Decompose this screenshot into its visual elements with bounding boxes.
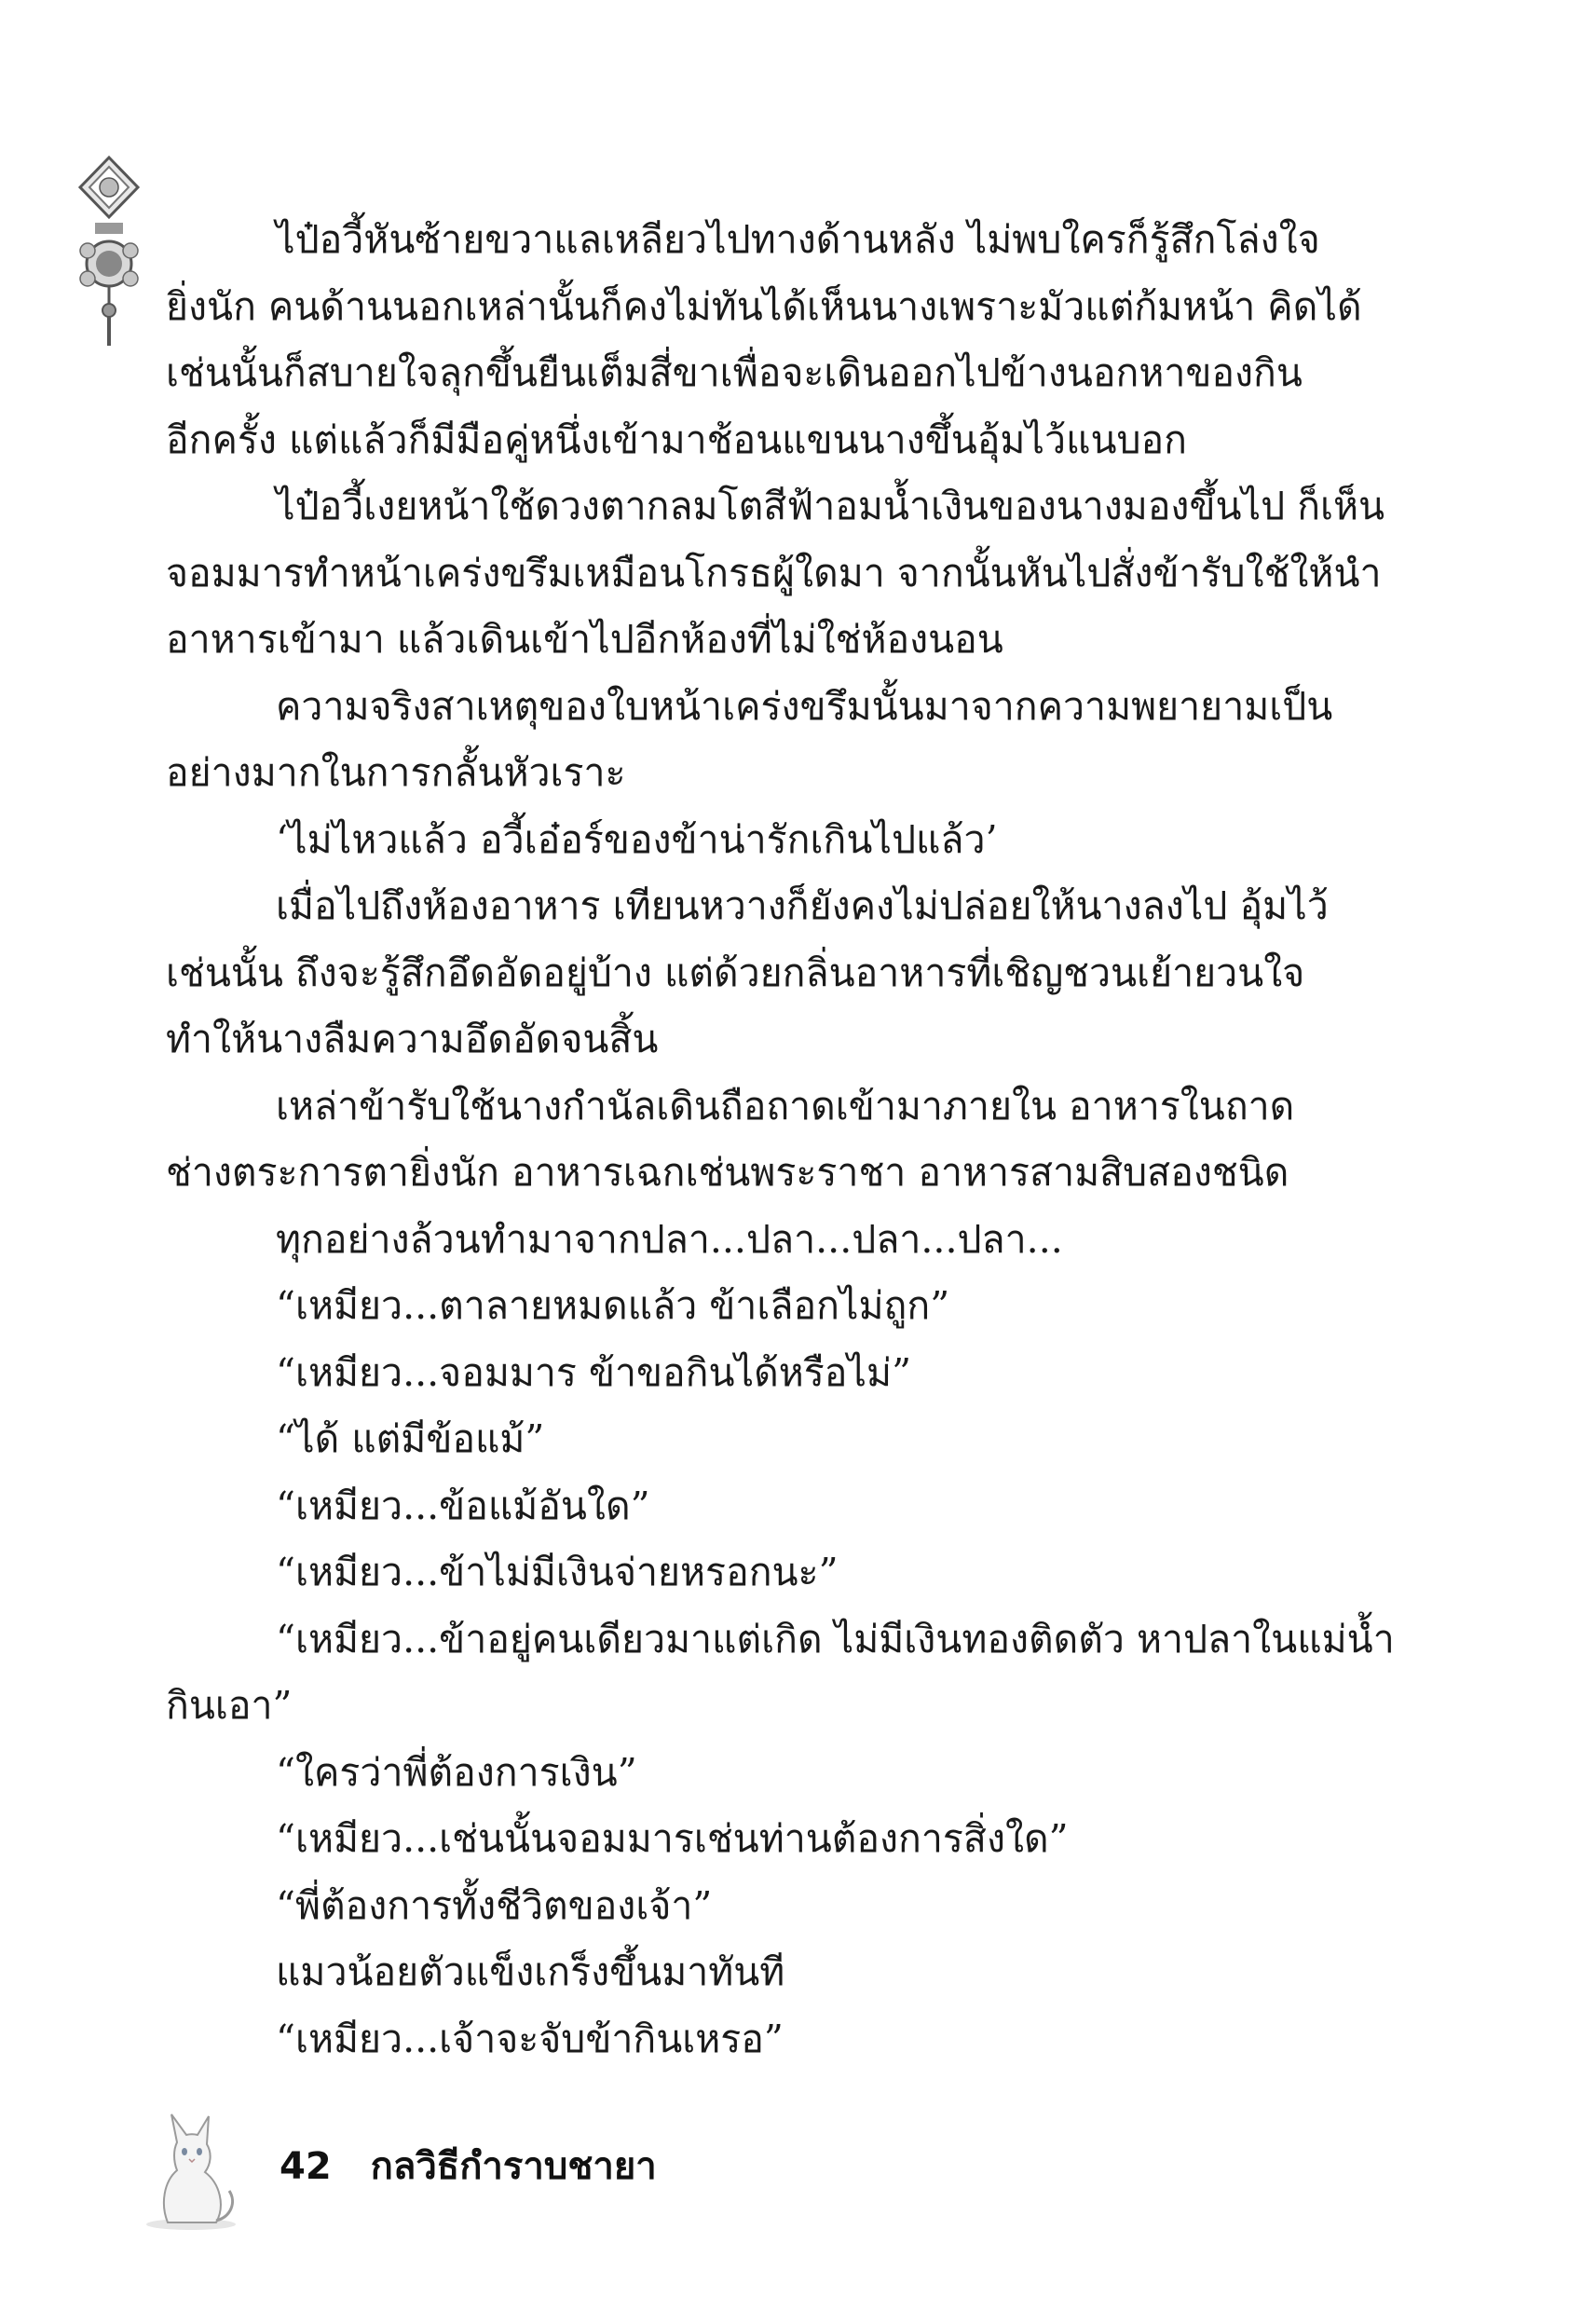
book-title: กลวิธีกำราบชายา xyxy=(370,2145,657,2188)
page-text xyxy=(166,207,1395,2072)
text-line: แมวน้อยตัวแข็งเกร็งขึ้นมาทันที xyxy=(276,1949,785,1994)
text-line: “ได้ แต่มีข้อแม้” xyxy=(276,1416,545,1461)
text-line: จอมมารทำหน้าเคร่งขรึมเหมือนโกรธผู้ใดมา จากนั้นหันไปสั่งข้ารับใช้ให้นำ xyxy=(166,550,1382,595)
text-line: “เหมียว...ข้าไม่มีเงินจ่ายหรอกนะ” xyxy=(276,1550,839,1594)
text-line: กินเอา” xyxy=(166,1683,293,1728)
text-line: เหล่าข้ารับใช้นางกำนัลเดินถือถาดเข้ามาภายใน อาหารในถาด xyxy=(276,1083,1295,1128)
text-line: ทุกอย่างล้วนทำมาจากปลา...ปลา...ปลา...ปลา... xyxy=(276,1216,1063,1262)
text-line: อาหารเข้ามา แล้วเดินเข้าไปอีกห้องที่ไม่ใช่ห้องนอน xyxy=(166,617,1003,662)
text-line: “เหมียว...ตาลายหมดแล้ว ข้าเลือกไม่ถูก” xyxy=(276,1283,950,1328)
page-footer xyxy=(280,2143,657,2190)
text-line: เมื่อไปถึงห้องอาหาร เทียนหวางก็ยังคงไม่ปล่อยให้นางลงไป อุ้มไว้ xyxy=(276,883,1329,928)
text-line: “พี่ต้องการทั้งชีวิตของเจ้า” xyxy=(276,1882,713,1928)
text-line: เช่นนั้น ถึงจะรู้สึกอึดอัดอยู่บ้าง แต่ด้วยกลิ่นอาหารที่เชิญชวนเย้ายวนใจ xyxy=(166,950,1305,995)
white-cat-icon xyxy=(140,2101,242,2232)
text-line: เช่นนั้นก็สบายใจลุกขึ้นยืนเต็มสี่ขาเพื่อจะเดินออกไปข้างนอกหาของกิน xyxy=(166,350,1303,395)
text-line: “เหมียว...เช่นนั้นจอมมารเช่นท่านต้องการสิ่งใด” xyxy=(276,1816,1069,1861)
text-line: อย่างมากในการกลั้นหัวเราะ xyxy=(166,750,626,795)
ornament-emblem-icon xyxy=(67,154,151,349)
text-line: อีกครั้ง แต่แล้วก็มีมือคู่หนึ่งเข้ามาช้อนแขนนางขึ้นอุ้มไว้แนบอก xyxy=(166,417,1187,462)
text-line: ความจริงสาเหตุของใบหน้าเคร่งขรึมนั้นมาจากความพยายามเป็น xyxy=(276,683,1333,729)
text-line: ยิ่งนัก คนด้านนอกเหล่านั้นก็คงไม่ทันได้เห็นนางเพราะมัวแต่ก้มหน้า คิดได้ xyxy=(166,283,1362,329)
page-number: 42 xyxy=(280,2145,332,2188)
text-line: “เหมียว...ข้าอยู่คนเดียวมาแต่เกิด ไม่มีเงินทองติดตัว หาปลาในแม่น้ำ xyxy=(276,1616,1395,1661)
text-line: “ใครว่าพี่ต้องการเงิน” xyxy=(276,1749,637,1795)
text-line: “เหมียว...เจ้าจะจับข้ากินเหรอ” xyxy=(276,2016,784,2061)
text-line: ไป๋อวี้หันซ้ายขวาแลเหลียวไปทางด้านหลัง ไม่พบใครก็รู้สึกโล่งใจ xyxy=(276,217,1320,262)
text-line: “เหมียว...ข้อแม้อันใด” xyxy=(276,1483,650,1528)
text-line: ไป๋อวี้เงยหน้าใช้ดวงตากลมโตสีฟ้าอมน้ำเงินของนางมองขึ้นไป ก็เห็น xyxy=(276,484,1385,528)
text-line: ทำให้นางลืมความอึดอัดจนสิ้น xyxy=(166,1017,659,1061)
text-line: “เหมียว...จอมมาร ข้าขอกินได้หรือไม่” xyxy=(276,1349,912,1395)
text-line: ช่างตระการตายิ่งนัก อาหารเฉกเช่นพระราชา อาหารสามสิบสองชนิด xyxy=(166,1150,1289,1195)
text-line: ‘ไม่ไหวแล้ว อวี้เอ๋อร์ของข้าน่ารักเกินไปแล้ว’ xyxy=(276,816,998,862)
